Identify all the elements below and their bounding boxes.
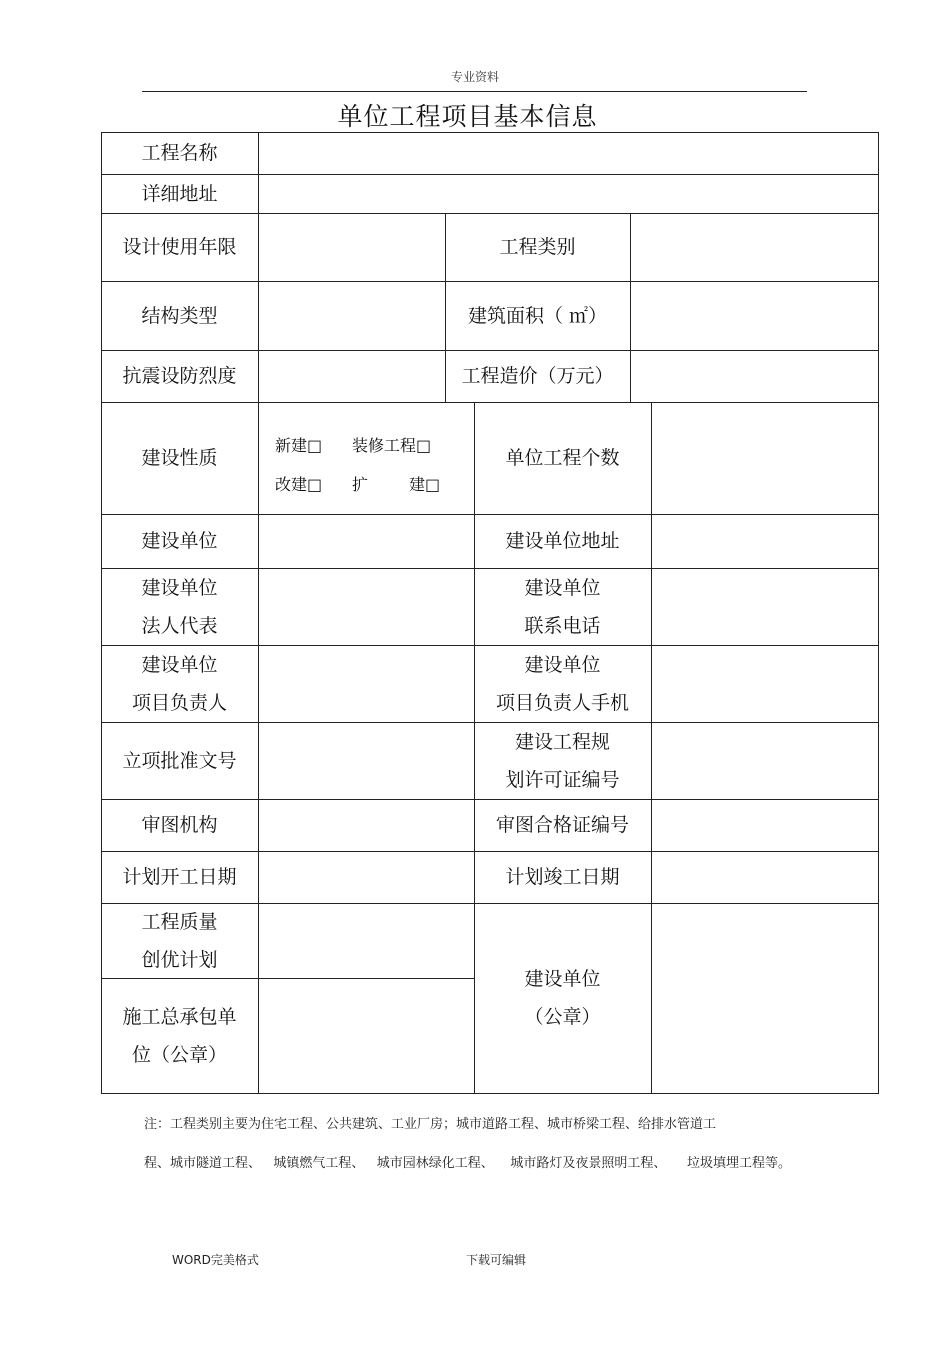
footnote-line-2: 程、城市隧道工程、 城镇燃气工程、 城市园林绿化工程、 城市路灯及夜景照明工程、 垃圾填埋工程等。 <box>144 1156 791 1171</box>
input-planning-permit[interactable] <box>652 723 878 799</box>
label-review-cert: 审图合格证编号 <box>495 814 629 836</box>
input-structure-type[interactable] <box>259 282 445 350</box>
label-construction-nature: 建设性质 <box>141 447 218 469</box>
input-review-cert[interactable] <box>652 800 878 851</box>
input-project-category[interactable] <box>631 214 878 281</box>
label-unit-count: 单位工程个数 <box>505 447 620 469</box>
label-quality-plan: 工程质量 创优计划 <box>141 910 218 971</box>
footer-right: 下载可编辑 <box>466 1253 527 1267</box>
option-expand[interactable]: 建□ <box>409 475 441 494</box>
table-border-bottom <box>101 1093 879 1094</box>
input-design-life[interactable] <box>259 214 445 281</box>
label-design-life: 设计使用年限 <box>122 236 237 258</box>
label-owner-legal-rep: 建设单位 法人代表 <box>141 576 218 637</box>
input-owner-seal[interactable] <box>652 904 878 1093</box>
table-border-right <box>878 132 879 1093</box>
option-new[interactable]: 新建□ <box>275 436 323 455</box>
input-start-date[interactable] <box>259 852 474 903</box>
label-owner-project-manager: 建设单位 项目负责人 <box>131 653 227 714</box>
input-project-name[interactable] <box>259 133 878 174</box>
header-note: 专业资料 <box>450 70 499 84</box>
input-owner-legal-rep[interactable] <box>259 569 474 645</box>
input-finish-date[interactable] <box>652 852 878 903</box>
label-review-agency: 审图机构 <box>141 814 218 836</box>
option-rebuild[interactable]: 改建□ <box>275 475 323 494</box>
label-project-category: 工程类别 <box>499 236 576 258</box>
input-owner-pm-mobile[interactable] <box>652 646 878 722</box>
label-start-date: 计划开工日期 <box>122 866 237 888</box>
label-structure-type: 结构类型 <box>141 304 218 327</box>
input-owner[interactable] <box>259 515 474 568</box>
label-owner-pm-mobile: 建设单位 项目负责人手机 <box>495 653 629 714</box>
input-review-agency[interactable] <box>259 800 474 851</box>
label-contractor-seal: 施工总承包单 位（公章） <box>122 1005 237 1066</box>
label-project-cost: 工程造价（万元） <box>461 365 614 387</box>
input-seismic[interactable] <box>259 351 445 402</box>
label-project-name: 工程名称 <box>141 142 218 164</box>
footer-left: WORD完美格式 <box>172 1253 259 1267</box>
option-renovation[interactable]: 装修工程□ <box>352 436 432 455</box>
input-building-area[interactable] <box>631 282 878 350</box>
input-unit-count[interactable] <box>652 403 878 514</box>
input-owner-address[interactable] <box>652 515 878 568</box>
input-contractor-seal[interactable] <box>259 979 474 1093</box>
label-owner-seal: 建设单位 （公章） <box>524 968 601 1028</box>
input-address[interactable] <box>259 175 878 213</box>
label-approval-no: 立项批准文号 <box>122 749 237 772</box>
label-owner: 建设单位 <box>141 530 218 552</box>
label-seismic: 抗震设防烈度 <box>122 365 237 387</box>
input-owner-pm[interactable] <box>259 646 474 722</box>
option-expand-part1: 扩 <box>352 475 369 494</box>
label-building-area: 建筑面积（ ㎡） <box>467 304 608 327</box>
label-owner-phone: 建设单位 联系电话 <box>524 576 601 637</box>
label-owner-address: 建设单位地址 <box>505 530 620 552</box>
footnote-line-1: 注：工程类别主要为住宅工程、公共建筑、工业厂房；城市道路工程、城市桥梁工程、给排水管道工 <box>144 1117 717 1132</box>
label-address: 详细地址 <box>141 182 218 205</box>
input-project-cost[interactable] <box>631 351 878 402</box>
label-planning-permit: 建设工程规 划许可证编号 <box>505 730 620 791</box>
page-title: 单位工程项目基本信息 <box>337 102 598 131</box>
input-owner-phone[interactable] <box>652 569 878 645</box>
label-finish-date: 计划竣工日期 <box>505 866 620 888</box>
input-approval-no[interactable] <box>259 723 474 799</box>
input-quality-plan[interactable] <box>259 904 474 978</box>
